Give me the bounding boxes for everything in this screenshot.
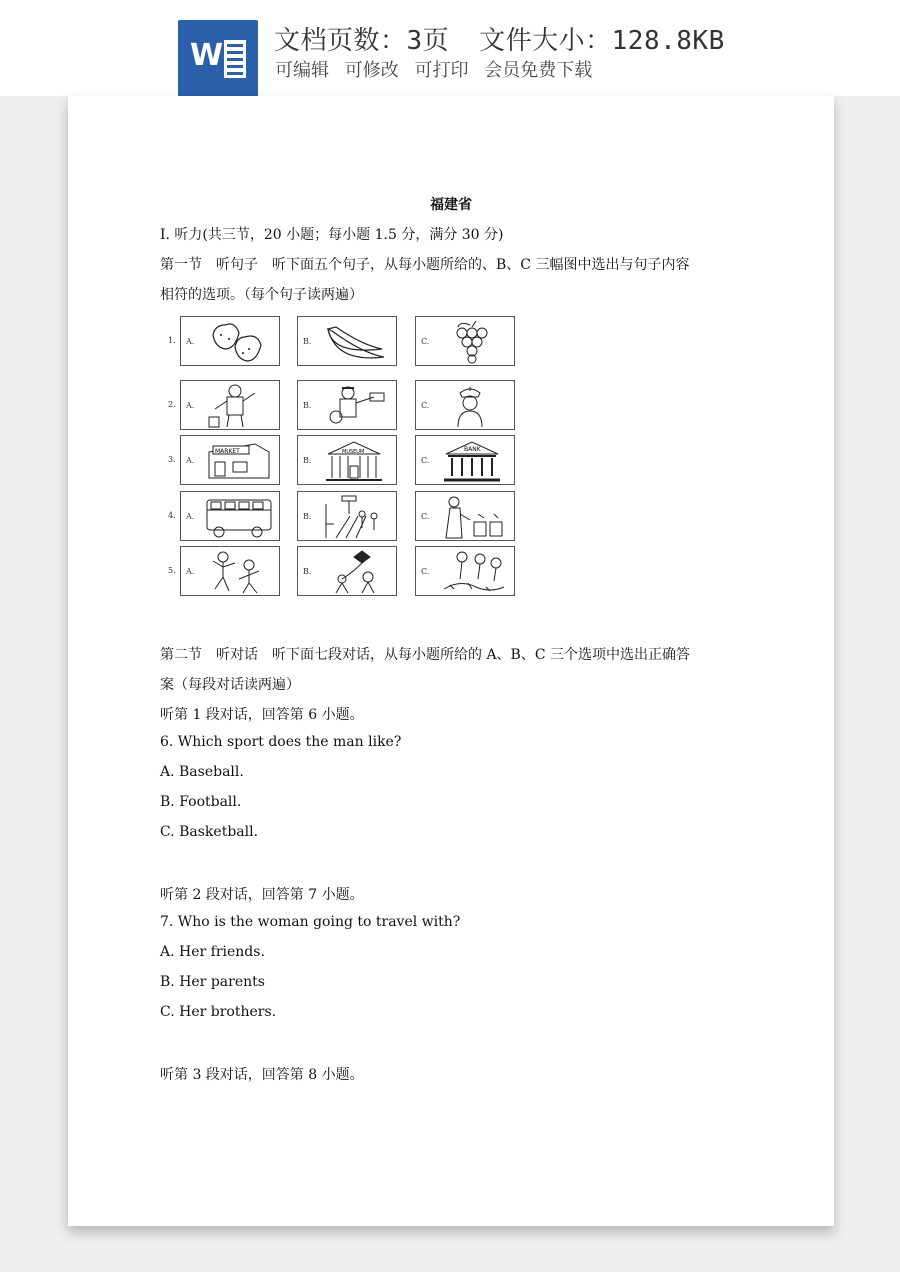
feature-member-download: 会员免费下载 [484, 60, 593, 81]
option-label: C. [421, 401, 430, 410]
dialogue-1-instruction: 听第 1 段对话，回答第 6 小题。 [160, 707, 364, 723]
option-label: B. [303, 512, 312, 521]
crossing-icon [322, 494, 392, 540]
row-number: 2. [168, 400, 176, 409]
file-info-header [0, 0, 900, 96]
row-number: 4. [168, 511, 176, 520]
question-6-option-b: B. Football. [160, 794, 242, 810]
option-label: B. [303, 456, 312, 465]
bank-sign: BANK [464, 446, 481, 453]
question-6: 6. Which sport does the man like? [160, 734, 402, 750]
picture-option [297, 380, 397, 430]
option-label: C. [421, 337, 430, 346]
dialogue-3-instruction: 听第 3 段对话，回答第 8 小题。 [160, 1067, 364, 1083]
dialogue-2-instruction: 听第 2 段对话，回答第 7 小题。 [160, 887, 364, 903]
row-number: 3. [168, 455, 176, 464]
part1-instruction-line1: 第一节 听句子 听下面五个句子，从每小题所给的、B、C 三幅图中选出与句子内容 [160, 257, 690, 273]
dancing-icon [205, 549, 275, 595]
option-label: B. [303, 401, 312, 410]
question-7-option-a: A. Her friends. [160, 944, 265, 960]
row-number: 1. [168, 336, 176, 345]
option-label: C. [421, 512, 430, 521]
word-document-icon [178, 20, 258, 98]
feature-editable: 可编辑 [275, 60, 329, 81]
recycling-icon [440, 494, 510, 540]
question-7-option-b: B. Her parents [160, 974, 265, 990]
picture-option [180, 491, 280, 541]
picture-option [297, 435, 397, 485]
row-number: 5. [168, 566, 176, 575]
question-7-option-c: C. Her brothers. [160, 1004, 277, 1020]
picture-option [415, 380, 515, 430]
banana-icon [322, 319, 392, 365]
picture-option [180, 435, 280, 485]
kite-icon [322, 549, 392, 595]
grapes-icon [440, 319, 510, 365]
picture-option [415, 546, 515, 596]
file-features [275, 56, 602, 82]
option-label: A. [186, 567, 195, 576]
feature-printable: 可打印 [414, 60, 469, 81]
bus-icon [205, 494, 275, 540]
museum-sign: MUSEUM [342, 449, 365, 455]
page-count-label: 文档页数：3页 [274, 26, 450, 56]
picture-option [297, 546, 397, 596]
picture-option [415, 435, 515, 485]
question-7: 7. Who is the woman going to travel with? [160, 914, 461, 930]
document-lines-icon [224, 40, 246, 78]
worker-icon [205, 383, 275, 429]
picture-option [297, 316, 397, 366]
option-label: A. [186, 337, 195, 346]
option-label: B. [303, 337, 312, 346]
question-6-option-c: C. Basketball. [160, 824, 259, 840]
question-6-option-a: A. Baseball. [160, 764, 244, 780]
picture-option [415, 491, 515, 541]
market-sign: MARKET [215, 448, 240, 455]
file-size-label: 文件大小：128.8KB [479, 26, 725, 56]
postman-icon [322, 383, 392, 429]
option-label: C. [421, 456, 430, 465]
picnic-icon [440, 549, 510, 595]
picture-option [180, 380, 280, 430]
word-logo-letter: W [190, 38, 224, 73]
document-title: 福建省 [430, 197, 472, 213]
file-stats [274, 20, 725, 57]
part1-instruction-line2: 相符的选项。（每个句子读两遍） [160, 287, 363, 303]
picture-option [180, 316, 280, 366]
picture-option [180, 546, 280, 596]
market-icon [205, 438, 275, 484]
part2-instruction-line1: 第二节 听对话 听下面七段对话，从每小题所给的 A、B、C 三个选项中选出正确答 [160, 647, 691, 663]
option-label: B. [303, 567, 312, 576]
bank-icon [440, 438, 510, 484]
doctor-icon [440, 383, 510, 429]
strawberry-icon [205, 319, 275, 365]
option-label: A. [186, 512, 195, 521]
option-label: A. [186, 401, 195, 410]
feature-modifiable: 可修改 [344, 60, 399, 81]
picture-option [297, 491, 397, 541]
part2-instruction-line2: 案（每段对话读两遍） [160, 677, 300, 693]
section-heading: I. 听力(共三节，20 小题；每小题 1.5 分，满分 30 分) [160, 227, 504, 243]
option-label: A. [186, 456, 195, 465]
picture-option [415, 316, 515, 366]
museum-icon [322, 438, 392, 484]
option-label: C. [421, 567, 430, 576]
